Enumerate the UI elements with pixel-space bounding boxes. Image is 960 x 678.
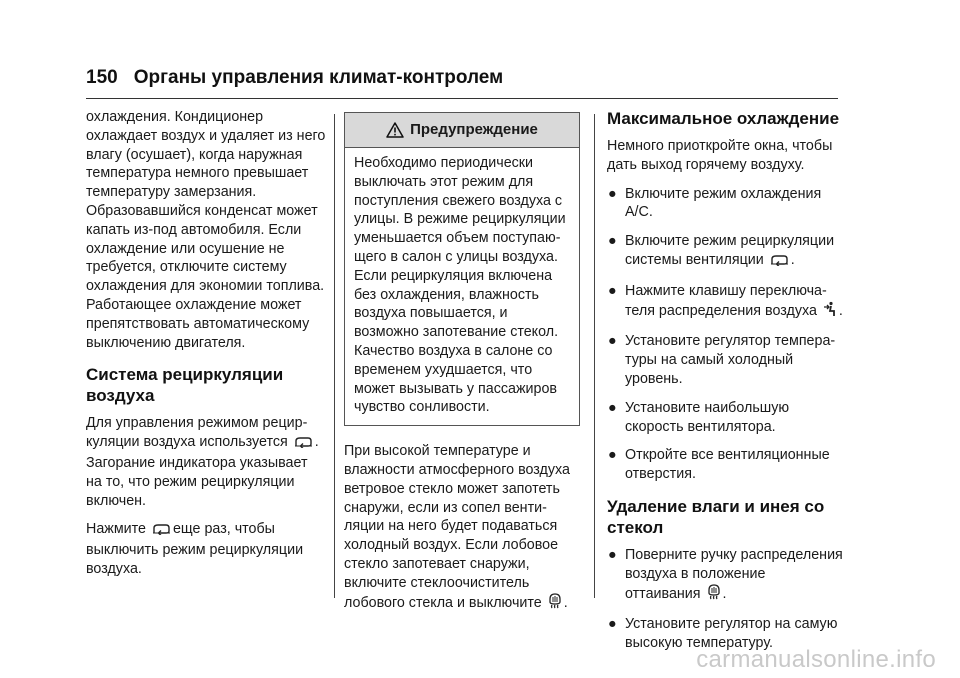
- warning-text: Необходимо периодически выключать этот режим для поступления свежего воздуха с улицы. В режиме рециркуляции уменьшается объем поступающего в салон с улицы воздуха. Если рециркуляция включена без охлаждения, влажность воздуха повышается, и возможно запотевание стекол. Качество воздуха в салоне со временем ухудшается, что может вызывать у пассажиров чувство сонливости.: [354, 155, 566, 416]
- bullet: ●: [608, 616, 617, 633]
- list-item: ● Нажмите клавишу переключателя распределения воздуха .: [607, 282, 843, 323]
- column-2: [344, 108, 580, 624]
- list-item: ● Откройте все вентиляционные отверстия.: [608, 447, 830, 483]
- column-1: [86, 108, 326, 589]
- list-item: ● Включите режим охлаждения A/C.: [608, 185, 822, 221]
- recirculation-heading: Система рециркуляции воздуха: [86, 365, 284, 406]
- warning-title: Предупреждение: [410, 120, 538, 138]
- defrost-icon: [548, 593, 562, 615]
- list-item: ● Поверните ручку распределения воздуха в положение оттаивания .: [607, 546, 843, 605]
- air-distribution-icon: [823, 301, 837, 323]
- page-title: Органы управления климат-контролем: [133, 67, 504, 88]
- fogging-paragraph: При высокой температуре и влажности атмосферного воздуха ветровое стекло может запотеть снаружи, если из сопел вентиляции на него будет подаваться холодный воздух. Если лобовое стекло запотевает снаружи, включите стеклоочиститель лобового стекла и выключите .: [344, 442, 580, 614]
- recirculation-icon: [294, 435, 313, 454]
- max-cooling-intro: Немного приоткройте окна, чтобы дать выход горячему воздуху.: [607, 138, 833, 173]
- defog-list: [607, 546, 843, 653]
- bullet: ●: [608, 546, 617, 563]
- list-item: ● Установите регулятор температуры на самый холодный уровень.: [608, 333, 836, 387]
- defrost-icon: [707, 584, 721, 606]
- recirculation-paragraph: Для управления режимом рециркуляции воздуха используется . Загорание индикатора указывает на то, что режим рециркуляции включен.: [86, 415, 319, 509]
- recirculation-icon: [152, 522, 171, 541]
- max-cooling-heading: Максимальное охлаждение: [607, 109, 840, 128]
- column-divider-1: [334, 114, 335, 598]
- recirculation-off-paragraph: Нажмите еще раз, чтобы выключить режим рециркуляции воздуха.: [86, 521, 304, 577]
- recirculation-icon: [770, 253, 789, 272]
- list-item: ● Установите регулятор на самую высокую температуру.: [608, 616, 838, 652]
- bullet: ●: [608, 447, 617, 464]
- bullet: ●: [608, 185, 617, 202]
- bullet: ●: [608, 282, 617, 299]
- warning-triangle-icon: [386, 122, 404, 138]
- header-rule: [86, 98, 838, 99]
- max-cooling-list: [607, 185, 843, 484]
- watermark: carmanualsonline.info: [696, 646, 936, 673]
- bullet: ●: [608, 399, 617, 416]
- list-item: ● Установите наибольшую скорость вентилятора.: [608, 399, 790, 435]
- warning-header: [345, 113, 579, 148]
- column-3: [607, 108, 843, 663]
- bullet: ●: [608, 233, 617, 250]
- warning-box: [344, 112, 580, 426]
- defog-heading: Удаление влаги и инея со стекол: [607, 496, 825, 537]
- list-item: ● Включите режим рециркуляции системы вентиляции .: [607, 232, 843, 272]
- page-header: [86, 67, 503, 89]
- bullet: ●: [608, 333, 617, 350]
- page-number: 150: [86, 67, 118, 88]
- column-divider-2: [594, 114, 595, 598]
- intro-paragraph: охлаждения. Кондиционер охлаждает воздух и удаляет из него влагу (осушает), когда наружная температура немного превышает температуру замерзания. Образовавшийся конденсат может капать из-под автомобиля. Если охлаждение или осушение не требуется, отключите систему охлаждения для экономии топлива. Работающее охлаждение может препятствовать автоматическому выключению двигателя.: [86, 109, 326, 351]
